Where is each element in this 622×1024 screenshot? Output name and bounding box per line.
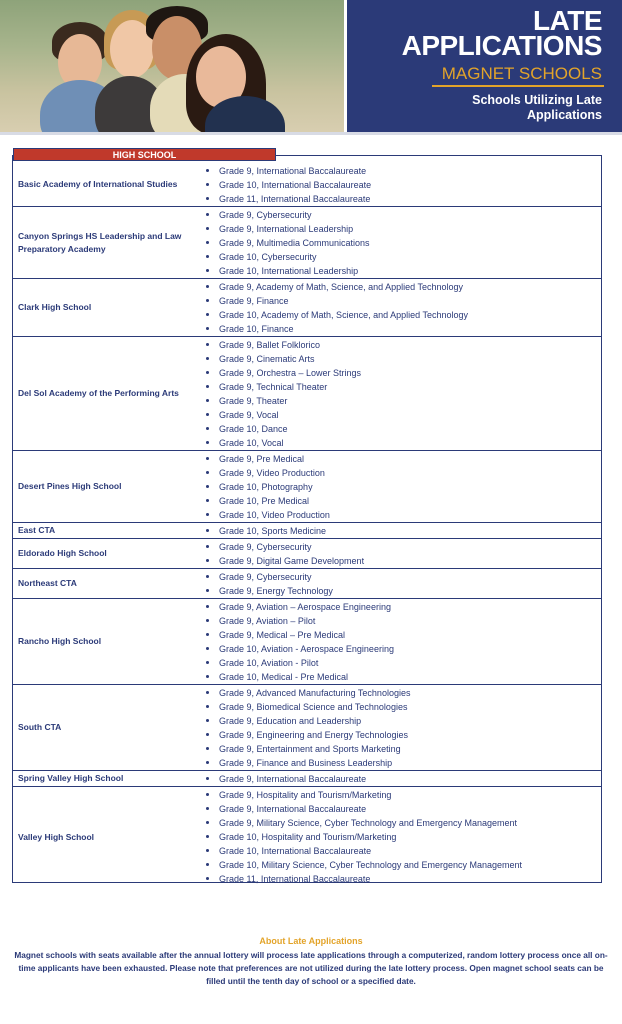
program-label: Grade 9, Aviation – Aerospace Engineering xyxy=(219,602,391,612)
program-item xyxy=(206,338,320,352)
bullet-icon xyxy=(206,499,209,502)
program-item xyxy=(206,570,312,584)
program-item xyxy=(206,714,361,728)
program-label: Grade 10, Military Science, Cyber Technology and Emergency Management xyxy=(219,860,522,870)
program-label: Grade 10, Vocal xyxy=(219,438,284,448)
program-item xyxy=(206,816,517,830)
table-row xyxy=(13,539,601,569)
program-label: Grade 10, Cybersecurity xyxy=(219,252,317,262)
program-item xyxy=(206,222,353,236)
bullet-icon xyxy=(206,633,209,636)
program-item xyxy=(206,802,366,816)
bullet-icon xyxy=(206,793,209,796)
table-row xyxy=(13,771,601,787)
table-row xyxy=(13,523,601,539)
school-name: East CTA xyxy=(18,525,56,535)
program-label: Grade 9, Theater xyxy=(219,396,288,406)
program-label: Grade 9, Video Production xyxy=(219,468,325,478)
title-line-2: APPLICATIONS xyxy=(401,30,602,61)
program-item xyxy=(206,250,317,264)
program-label: Grade 9, Cybersecurity xyxy=(219,572,312,582)
bullet-icon xyxy=(206,169,209,172)
program-item xyxy=(206,540,312,554)
program-label: Grade 9, Vocal xyxy=(219,410,279,420)
bullet-icon xyxy=(206,513,209,516)
program-label: Grade 10, Pre Medical xyxy=(219,496,310,506)
school-name: Basic Academy of International Studies xyxy=(18,179,178,189)
school-name: Valley High School xyxy=(18,831,95,842)
program-label: Grade 9, Engineering and Energy Technologies xyxy=(219,730,408,740)
bullet-icon xyxy=(206,371,209,374)
program-label: Grade 9, International Baccalaureate xyxy=(219,166,367,176)
program-item xyxy=(206,322,294,336)
program-item xyxy=(206,756,392,770)
school-name: Northeast CTA xyxy=(18,578,77,588)
subtitle: MAGNET SCHOOLS xyxy=(441,64,602,83)
program-label: Grade 10, Medical - Pre Medical xyxy=(219,672,349,682)
table-row xyxy=(13,685,601,771)
table-row xyxy=(13,569,601,599)
bullet-icon xyxy=(206,343,209,346)
program-item xyxy=(206,700,407,714)
program-item xyxy=(206,628,345,642)
program-item xyxy=(206,584,333,598)
program-label: Grade 10, International Baccalaureate xyxy=(219,846,372,856)
program-label: Grade 10, International Baccalaureate xyxy=(219,180,372,190)
bullet-icon xyxy=(206,545,209,548)
program-label: Grade 10, Video Production xyxy=(219,510,330,520)
table-row xyxy=(13,451,601,523)
program-label: Grade 9, Cinematic Arts xyxy=(219,354,315,364)
bullet-icon xyxy=(206,777,209,780)
program-item xyxy=(206,788,391,802)
program-item xyxy=(206,280,463,294)
header-photo xyxy=(0,0,344,132)
bullet-icon xyxy=(206,747,209,750)
program-item xyxy=(206,164,366,178)
bullet-icon xyxy=(206,357,209,360)
program-label: Grade 9, Hospitality and Tourism/Marketing xyxy=(219,790,392,800)
bullet-icon xyxy=(206,227,209,230)
program-label: Grade 9, Academy of Math, Science, and Applied Technology xyxy=(219,282,463,292)
program-item xyxy=(206,554,364,568)
program-label: Grade 9, Multimedia Communications xyxy=(219,238,370,248)
bullet-icon xyxy=(206,807,209,810)
program-item xyxy=(206,352,315,366)
program-label: Grade 9, Medical – Pre Medical xyxy=(219,630,346,640)
bullet-icon xyxy=(206,719,209,722)
program-item xyxy=(206,844,371,858)
title-banner xyxy=(347,0,622,132)
program-label: Grade 9, International Leadership xyxy=(219,224,354,234)
program-item xyxy=(206,422,288,436)
bullet-icon xyxy=(206,821,209,824)
bullet-icon xyxy=(206,589,209,592)
program-item xyxy=(206,600,391,614)
program-item xyxy=(206,742,401,756)
school-name: Spring Valley High School xyxy=(18,773,124,783)
table-row xyxy=(13,163,601,207)
program-label: Grade 10, Aviation - Aerospace Engineering xyxy=(219,644,394,654)
table-row xyxy=(13,787,601,887)
bullet-icon xyxy=(206,183,209,186)
program-item xyxy=(206,208,312,222)
program-label: Grade 9, Finance xyxy=(219,296,289,306)
bullet-icon xyxy=(206,441,209,444)
title-line-1: LATE xyxy=(532,5,602,36)
program-item xyxy=(206,872,370,886)
program-label: Grade 9, Cybersecurity xyxy=(219,210,312,220)
schools-table xyxy=(12,155,602,883)
bullet-icon xyxy=(206,269,209,272)
program-label: Grade 9, Energy Technology xyxy=(219,586,333,596)
bullet-icon xyxy=(206,385,209,388)
school-name: Clark High School xyxy=(18,302,92,312)
program-item xyxy=(206,772,366,786)
program-label: Grade 9, Finance and Business Leadership xyxy=(219,758,393,768)
program-item xyxy=(206,192,370,206)
program-item xyxy=(206,394,287,408)
program-item xyxy=(206,366,361,380)
bullet-icon xyxy=(206,647,209,650)
program-label: Grade 9, International Baccalaureate xyxy=(219,804,367,814)
program-item xyxy=(206,858,522,872)
program-label: Grade 9, International Baccalaureate xyxy=(219,774,367,784)
school-name: South CTA xyxy=(18,722,62,732)
bullet-icon xyxy=(206,399,209,402)
program-label: Grade 10, Aviation - Pilot xyxy=(219,658,319,668)
tagline: Schools Utilizing Late Applications xyxy=(472,93,602,122)
bullet-icon xyxy=(206,761,209,764)
program-label: Grade 9, Orchestra – Lower Strings xyxy=(219,368,362,378)
program-label: Grade 10, Hospitality and Tourism/Marketing xyxy=(219,832,397,842)
table-row xyxy=(13,337,601,451)
bullet-icon xyxy=(206,877,209,880)
bullet-icon xyxy=(206,427,209,430)
school-name: Canyon Springs HS Leadership and Law Preparatory Academy xyxy=(18,230,182,254)
bullet-icon xyxy=(206,661,209,664)
section-tab: HIGH SCHOOL xyxy=(13,148,276,161)
school-name: Rancho High School xyxy=(18,636,102,646)
bullet-icon xyxy=(206,255,209,258)
program-item xyxy=(206,524,326,538)
program-item xyxy=(206,614,315,628)
bullet-icon xyxy=(206,705,209,708)
program-item xyxy=(206,294,289,308)
program-item xyxy=(206,686,410,700)
bullet-icon xyxy=(206,529,209,532)
accent-rule xyxy=(432,85,604,87)
bullet-icon xyxy=(206,313,209,316)
about-title: About Late Applications xyxy=(259,936,363,946)
program-label: Grade 11, International Baccalaureate xyxy=(219,194,371,204)
bullet-icon xyxy=(206,835,209,838)
table-row xyxy=(13,279,601,337)
program-item xyxy=(206,264,358,278)
bullet-icon xyxy=(206,197,209,200)
program-item xyxy=(206,480,313,494)
program-label: Grade 9, Pre Medical xyxy=(219,454,305,464)
bullet-icon xyxy=(206,457,209,460)
school-name: Del Sol Academy of the Performing Arts xyxy=(18,388,179,398)
program-label: Grade 9, Ballet Folklorico xyxy=(219,340,321,350)
program-label: Grade 9, Advanced Manufacturing Technologies xyxy=(219,688,411,698)
program-label: Grade 9, Aviation – Pilot xyxy=(219,616,316,626)
header-divider xyxy=(0,132,622,135)
program-item xyxy=(206,408,279,422)
bullet-icon xyxy=(206,327,209,330)
program-label: Grade 10, Academy of Math, Science, and Applied Technology xyxy=(219,310,468,320)
table-row xyxy=(13,599,601,685)
program-label: Grade 9, Education and Leadership xyxy=(219,716,362,726)
program-label: Grade 10, International Leadership xyxy=(219,266,359,276)
program-label: Grade 9, Digital Game Development xyxy=(219,556,365,566)
bullet-icon xyxy=(206,471,209,474)
program-item xyxy=(206,830,396,844)
bullet-icon xyxy=(206,849,209,852)
school-name: Eldorado High School xyxy=(18,548,107,558)
program-item xyxy=(206,436,284,450)
bullet-icon xyxy=(206,559,209,562)
program-item xyxy=(206,508,330,522)
program-item xyxy=(206,308,468,322)
program-label: Grade 9, Cybersecurity xyxy=(219,542,312,552)
bullet-icon xyxy=(206,605,209,608)
program-item xyxy=(206,656,318,670)
bullet-icon xyxy=(206,213,209,216)
program-label: Grade 9, Military Science, Cyber Technology and Emergency Management xyxy=(219,818,517,828)
program-label: Grade 9, Technical Theater xyxy=(219,382,328,392)
program-item xyxy=(206,380,327,394)
program-label: Grade 10, Photography xyxy=(219,482,313,492)
bullet-icon xyxy=(206,285,209,288)
bullet-icon xyxy=(206,413,209,416)
program-label: Grade 10, Dance xyxy=(219,424,288,434)
program-item xyxy=(206,466,325,480)
school-name: Desert Pines High School xyxy=(18,481,122,491)
bullet-icon xyxy=(206,575,209,578)
bullet-icon xyxy=(206,299,209,302)
bullet-icon xyxy=(206,733,209,736)
bullet-icon xyxy=(206,863,209,866)
program-label: Grade 11, International Baccalaureate xyxy=(219,874,371,884)
program-item xyxy=(206,728,408,742)
program-label: Grade 9, Biomedical Science and Technologies xyxy=(219,702,408,712)
program-label: Grade 10, Finance xyxy=(219,324,294,334)
about-body: Magnet schools with seats available after the annual lottery will process late applications through a computerized, random lottery process once all on-time applicants have been exhausted. Please note that preferences are not utilized during the late lottery process. Open magnet school seats can be filled until the tenth day of school or a specified date. xyxy=(14,950,608,986)
bullet-icon xyxy=(206,675,209,678)
bullet-icon xyxy=(206,241,209,244)
program-item xyxy=(206,642,394,656)
bullet-icon xyxy=(206,619,209,622)
bullet-icon xyxy=(206,485,209,488)
program-item xyxy=(206,494,309,508)
table-row xyxy=(13,207,601,279)
program-label: Grade 10, Sports Medicine xyxy=(219,526,327,536)
program-item xyxy=(206,452,304,466)
program-item xyxy=(206,236,370,250)
bullet-icon xyxy=(206,691,209,694)
program-item xyxy=(206,178,371,192)
program-label: Grade 9, Entertainment and Sports Marketing xyxy=(219,744,401,754)
program-item xyxy=(206,670,348,684)
